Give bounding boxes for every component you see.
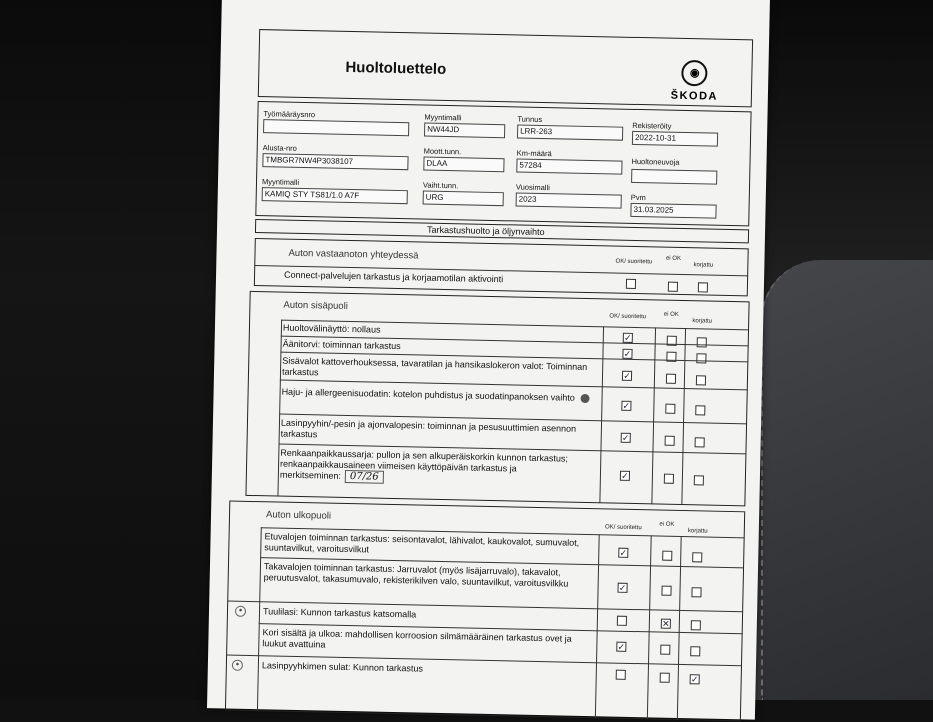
chassis-number-value: TMBGR7NW4P3038107 <box>262 153 408 170</box>
col-not-ok-header: ei OK <box>663 311 679 318</box>
checkbox-fixed[interactable]: ✓ <box>690 674 699 685</box>
service-bullet-icon: ● <box>235 606 246 617</box>
checkbox-fixed[interactable] <box>695 437 705 447</box>
checklist-item-text: Huoltovälinäyttö: nollaus <box>282 322 381 335</box>
service-type: Tarkastushuolto ja öljynvaihto <box>426 224 545 238</box>
checkbox-fixed[interactable] <box>694 475 704 485</box>
gearbox-code-label: Vaiht.tunn. <box>422 180 459 191</box>
checkbox-not-ok[interactable] <box>665 404 675 414</box>
checklist-item-text-content: Renkaanpaikkaussarja: pullon ja sen alkuperäiskorkin kunnon tarkastus; renkaanpaikkausaineen viimeisen käyttöpäivän tarkastus ja merkitseminen: <box>279 447 569 481</box>
service-advisor-value <box>631 169 717 185</box>
engine-code-value: DLAA <box>423 157 504 173</box>
section-exterior-title: Auton ulkopuoli <box>265 509 332 522</box>
registration-plate-value: LRR-263 <box>517 124 623 140</box>
model-year-label: Vuosimalli <box>515 182 550 193</box>
checkbox-not-ok[interactable] <box>660 645 670 655</box>
registered-date-label: Rekisteröity <box>632 120 672 131</box>
checklist-item-text: Sisävalot kattoverhouksessa, tavaratilan ja hansikaslokeron valot: Toiminnan tarkastus <box>281 355 588 378</box>
work-order-label: Työmääräysnro <box>263 109 316 120</box>
checkbox-fixed[interactable] <box>690 646 700 656</box>
checkbox-not-ok[interactable] <box>662 551 672 561</box>
checkbox-ok[interactable] <box>616 670 626 680</box>
skoda-logo <box>671 60 719 103</box>
section-interior-title: Auton sisäpuoli <box>283 299 348 312</box>
checkbox-fixed[interactable] <box>691 587 701 597</box>
service-advisor-label: Huoltoneuvoja <box>631 156 680 167</box>
checklist-item-text: Lasinpyyhkimen sulat: Kunnon tarkastus <box>261 660 424 674</box>
col-not-ok-header: ei OK <box>659 521 675 528</box>
checkbox-not-ok[interactable] <box>661 586 671 596</box>
checkbox-not-ok[interactable] <box>660 673 670 683</box>
checkbox-not-ok[interactable] <box>668 282 678 292</box>
checkbox-fixed[interactable] <box>698 282 708 292</box>
checkbox-ok[interactable]: ✓ <box>619 547 628 558</box>
sales-model-value: NW44JD <box>424 123 505 139</box>
col-fixed-header: korjattu <box>693 262 714 269</box>
checklist-item-text: Tuulilasi: Kunnon tarkastus katsomalla <box>262 606 417 620</box>
checkbox-fixed[interactable] <box>696 353 706 363</box>
sales-model2-value: KAMIQ STY TS81/1.0 A7F <box>262 187 408 204</box>
checkbox-ok[interactable]: ✓ <box>623 348 632 359</box>
checkbox-not-ok[interactable]: ✕ <box>661 618 670 629</box>
checklist-item-text: Äänitorvi: toiminnan tarkastus <box>282 338 401 352</box>
document-title: Huoltoluettelo <box>345 58 447 78</box>
date-label: Pvm <box>630 192 646 203</box>
checklist-item-text: Takavalojen toiminnan tarkastus: Jarruvalot (myös lisäjarruvalo), takavalot, peruutusvalot, takasumuvalo, rekisterikilven valo, suuntavilkut, varoitusvilkku <box>263 561 569 589</box>
col-ok-header: OK/ suoritettu <box>609 313 647 321</box>
service-bullet-icon: ● <box>232 660 243 671</box>
expiry-date-handwritten: 07/26 <box>345 470 384 484</box>
model-year-value: 2023 <box>516 192 622 208</box>
checkbox-ok[interactable]: ✓ <box>622 400 631 411</box>
car-seat <box>761 260 933 700</box>
checkbox-fixed[interactable] <box>692 552 702 562</box>
checkbox-fixed[interactable] <box>691 620 701 630</box>
mileage-label: Km-määrä <box>516 148 552 159</box>
checklist-item-text: Kori sisältä ja ulkoa: mahdollisen korroosion silmämääräinen tarkastus ovet ja luukut avattuina <box>262 627 572 650</box>
date-value: 31.03.2025 <box>630 203 716 219</box>
service-dot-icon <box>581 394 590 403</box>
gearbox-code-value: URG <box>423 191 504 207</box>
checkbox-ok[interactable]: ✓ <box>621 432 630 443</box>
checklist-item-text-content: Haju- ja allergeenisuodatin: kotelon puhdistus ja suodatinpanoksen vaihto <box>281 386 575 403</box>
checklist-item-text <box>280 448 601 488</box>
registration-plate-label: Tunnus <box>517 114 543 124</box>
checkbox-ok[interactable] <box>626 279 636 289</box>
checkbox-ok[interactable]: ✓ <box>617 641 626 652</box>
checkbox-fixed[interactable] <box>696 375 706 385</box>
chassis-number-label: Alusta-nro <box>262 143 298 153</box>
service-checklist-document <box>207 0 770 720</box>
checkbox-not-ok[interactable] <box>666 374 676 384</box>
checkbox-ok[interactable] <box>617 616 627 626</box>
checkbox-ok[interactable]: ✓ <box>621 470 629 481</box>
section-reception-title: Auton vastaanoton yhteydessä <box>288 247 419 262</box>
checklist-item-text: Connect-palvelujen tarkastus ja korjaamotilan aktivointi <box>283 269 504 285</box>
brand-name: ŠKODA <box>670 89 719 103</box>
col-fixed-header: korjattu <box>692 318 713 325</box>
checkbox-fixed[interactable] <box>695 405 705 415</box>
checklist-item-text: Etuvalojen toiminnan tarkastus: seisontavalot, lähivalot, kaukovalot, sumuvalot, suuntavilkut, varoitusvilkut <box>264 531 580 555</box>
checkbox-not-ok[interactable] <box>665 436 675 446</box>
checkbox-ok[interactable]: ✓ <box>623 332 632 343</box>
col-not-ok-header: ei OK <box>665 255 682 262</box>
col-ok-header: OK/ suoritettu <box>604 524 642 532</box>
col-fixed-header: korjattu <box>687 528 708 535</box>
engine-code-label: Moott.tunn. <box>423 146 462 157</box>
sales-model2-label: Myyntimalli <box>261 177 300 187</box>
skoda-logo-icon: ◉ <box>681 60 708 87</box>
checklist-item-text: Lasinpyyhin/-pesin ja ajonvalopesin: toiminnan ja pesusuuttimien asennon tarkastus <box>280 417 577 440</box>
checkbox-ok[interactable]: ✓ <box>623 370 631 381</box>
col-ok-header: OK/ suoritettu <box>615 258 653 266</box>
background-left <box>0 0 230 700</box>
checkbox-fixed[interactable] <box>697 337 707 347</box>
mileage-value: 57284 <box>516 158 622 174</box>
sales-model-label: Myyntimalli <box>424 112 462 123</box>
registered-date-value: 2022-10-31 <box>632 131 718 147</box>
checkbox-ok[interactable]: ✓ <box>618 582 627 593</box>
checkbox-not-ok[interactable] <box>664 474 674 484</box>
